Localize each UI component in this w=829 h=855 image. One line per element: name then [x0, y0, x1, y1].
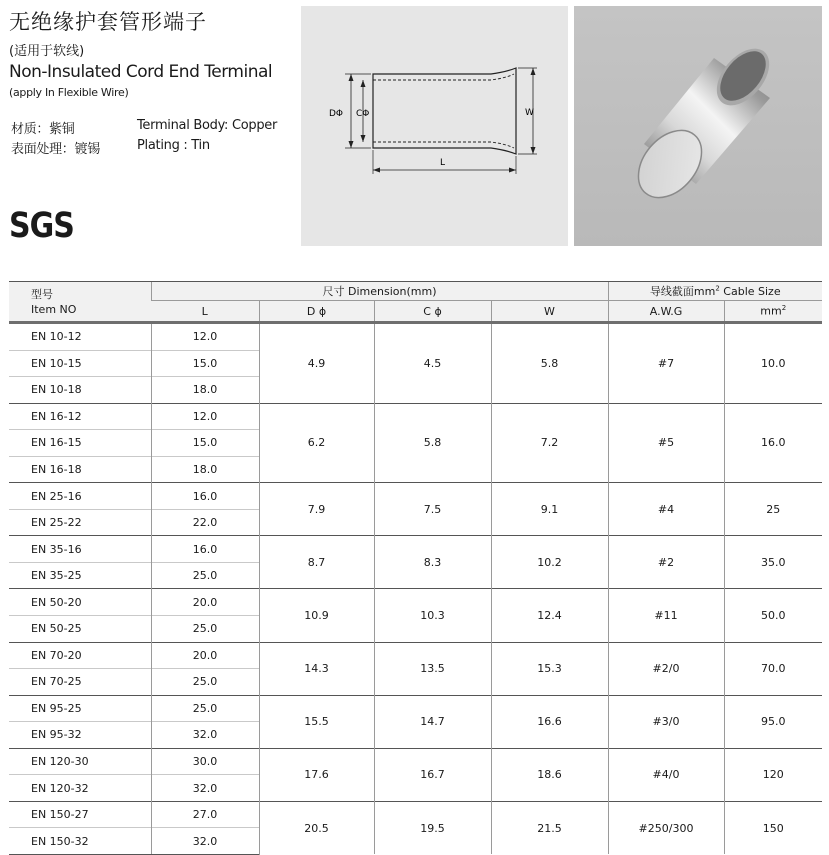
col-d: D ϕ	[259, 301, 374, 323]
c-diameter-cell: 5.8	[374, 403, 491, 483]
header-cable-size: 导线截面$mm^2$ Cable Size	[608, 282, 822, 301]
sgs-certification: SGS	[9, 206, 74, 247]
length-cell: 25.0	[151, 616, 259, 643]
c-diameter-cell: 7.5	[374, 483, 491, 536]
page-title-en: Non-Insulated Cord End Terminal	[9, 62, 273, 82]
subtitle-cn: (适用于软线)	[9, 44, 85, 59]
product-photo	[574, 6, 822, 246]
item-no-cell: EN 95-32	[9, 722, 151, 749]
w-cell: 10.2	[491, 536, 608, 589]
spec-table	[9, 281, 822, 855]
item-no-cell: EN 25-16	[9, 483, 151, 510]
length-cell: 27.0	[151, 801, 259, 828]
item-no-cell: EN 35-25	[9, 562, 151, 589]
d-diameter-cell: 10.9	[259, 589, 374, 642]
item-no-cell: EN 16-18	[9, 456, 151, 483]
mm2-cell: 16.0	[724, 403, 822, 483]
length-cell: 18.0	[151, 377, 259, 404]
item-no-cell: EN 10-18	[9, 377, 151, 404]
d-diameter-cell: 6.2	[259, 403, 374, 483]
d-diameter-cell: 4.9	[259, 323, 374, 404]
length-cell: 20.0	[151, 642, 259, 669]
length-cell: 18.0	[151, 456, 259, 483]
mm2-cell: 35.0	[724, 536, 822, 589]
item-no-cell: EN 35-16	[9, 536, 151, 563]
item-no-cell: EN 25-22	[9, 509, 151, 536]
c-diameter-cell: 14.7	[374, 695, 491, 748]
item-no-cell: EN 150-32	[9, 828, 151, 855]
item-no-cell: EN 10-15	[9, 350, 151, 377]
w-cell: 18.6	[491, 748, 608, 801]
awg-cell: #5	[608, 403, 724, 483]
material-cn: 材质：紫铜	[11, 122, 75, 137]
awg-cell: #2/0	[608, 642, 724, 695]
page-title-cn: 无绝缘护套管形端子	[9, 10, 207, 34]
length-cell: 16.0	[151, 483, 259, 510]
length-cell: 25.0	[151, 669, 259, 696]
item-no-cell: EN 150-27	[9, 801, 151, 828]
item-no-cell: EN 16-15	[9, 430, 151, 457]
item-no-cell: EN 16-12	[9, 403, 151, 430]
col-l: L	[151, 301, 259, 323]
length-cell: 20.0	[151, 589, 259, 616]
d-diameter-cell: 8.7	[259, 536, 374, 589]
awg-cell: #11	[608, 589, 724, 642]
w-cell: 7.2	[491, 403, 608, 483]
mm2-cell: 150	[724, 801, 822, 854]
length-cell: 15.0	[151, 350, 259, 377]
header-item: 型号 Item NO	[9, 282, 151, 323]
d-diameter-cell: 15.5	[259, 695, 374, 748]
c-diameter-cell: 19.5	[374, 801, 491, 854]
mm2-cell: 95.0	[724, 695, 822, 748]
item-no-cell: EN 50-20	[9, 589, 151, 616]
col-mm2: $mm^2$	[724, 301, 822, 323]
d-diameter-cell: 17.6	[259, 748, 374, 801]
length-cell: 25.0	[151, 562, 259, 589]
terminal-photo-icon	[574, 6, 822, 246]
length-cell: 15.0	[151, 430, 259, 457]
item-no-cell: EN 70-25	[9, 669, 151, 696]
w-cell: 16.6	[491, 695, 608, 748]
w-cell: 21.5	[491, 801, 608, 854]
item-no-cell: EN 120-32	[9, 775, 151, 802]
w-cell: 12.4	[491, 589, 608, 642]
awg-cell: #3/0	[608, 695, 724, 748]
awg-cell: #4/0	[608, 748, 724, 801]
item-no-cell: EN 95-25	[9, 695, 151, 722]
item-no-cell: EN 120-30	[9, 748, 151, 775]
col-awg: A.W.G	[608, 301, 724, 323]
plating-en: Plating : Tin	[137, 138, 210, 153]
label-c: CΦ	[356, 109, 370, 119]
d-diameter-cell: 20.5	[259, 801, 374, 854]
length-cell: 32.0	[151, 722, 259, 749]
w-cell: 9.1	[491, 483, 608, 536]
c-diameter-cell: 16.7	[374, 748, 491, 801]
c-diameter-cell: 13.5	[374, 642, 491, 695]
table-row	[9, 589, 822, 616]
length-cell: 30.0	[151, 748, 259, 775]
item-no-cell: EN 70-20	[9, 642, 151, 669]
length-cell: 22.0	[151, 509, 259, 536]
label-d: DΦ	[329, 109, 344, 119]
item-no-cell: EN 10-12	[9, 323, 151, 351]
header-dimension: 尺寸 Dimension(mm)	[151, 282, 608, 301]
mm2-cell: 50.0	[724, 589, 822, 642]
table-row	[9, 536, 822, 563]
subtitle-en: (apply In Flexible Wire)	[9, 86, 129, 99]
item-no-cell: EN 50-25	[9, 616, 151, 643]
length-cell: 12.0	[151, 323, 259, 351]
table-row	[9, 748, 822, 775]
c-diameter-cell: 4.5	[374, 323, 491, 404]
label-l: L	[440, 158, 446, 168]
length-cell: 16.0	[151, 536, 259, 563]
mm2-cell: 70.0	[724, 642, 822, 695]
length-cell: 12.0	[151, 403, 259, 430]
c-diameter-cell: 10.3	[374, 589, 491, 642]
mm2-cell: 120	[724, 748, 822, 801]
w-cell: 15.3	[491, 642, 608, 695]
table-row	[9, 642, 822, 669]
w-cell: 5.8	[491, 323, 608, 404]
d-diameter-cell: 14.3	[259, 642, 374, 695]
awg-cell: #2	[608, 536, 724, 589]
d-diameter-cell: 7.9	[259, 483, 374, 536]
terminal-drawing	[301, 6, 568, 246]
c-diameter-cell: 8.3	[374, 536, 491, 589]
awg-cell: #250/300	[608, 801, 724, 854]
col-w: W	[491, 301, 608, 323]
table-row	[9, 695, 822, 722]
material-en: Terminal Body: Copper	[137, 118, 278, 133]
mm2-cell: 10.0	[724, 323, 822, 404]
table-row	[9, 323, 822, 351]
label-w: W	[525, 108, 534, 118]
dimension-diagram	[301, 6, 568, 246]
length-cell: 32.0	[151, 775, 259, 802]
col-c: C ϕ	[374, 301, 491, 323]
mm2-cell: 25	[724, 483, 822, 536]
awg-cell: #7	[608, 323, 724, 404]
length-cell: 25.0	[151, 695, 259, 722]
awg-cell: #4	[608, 483, 724, 536]
table-row	[9, 403, 822, 430]
table-row	[9, 483, 822, 510]
length-cell: 32.0	[151, 828, 259, 855]
plating-cn: 表面处理：镀锡	[11, 142, 100, 157]
table-row	[9, 801, 822, 828]
